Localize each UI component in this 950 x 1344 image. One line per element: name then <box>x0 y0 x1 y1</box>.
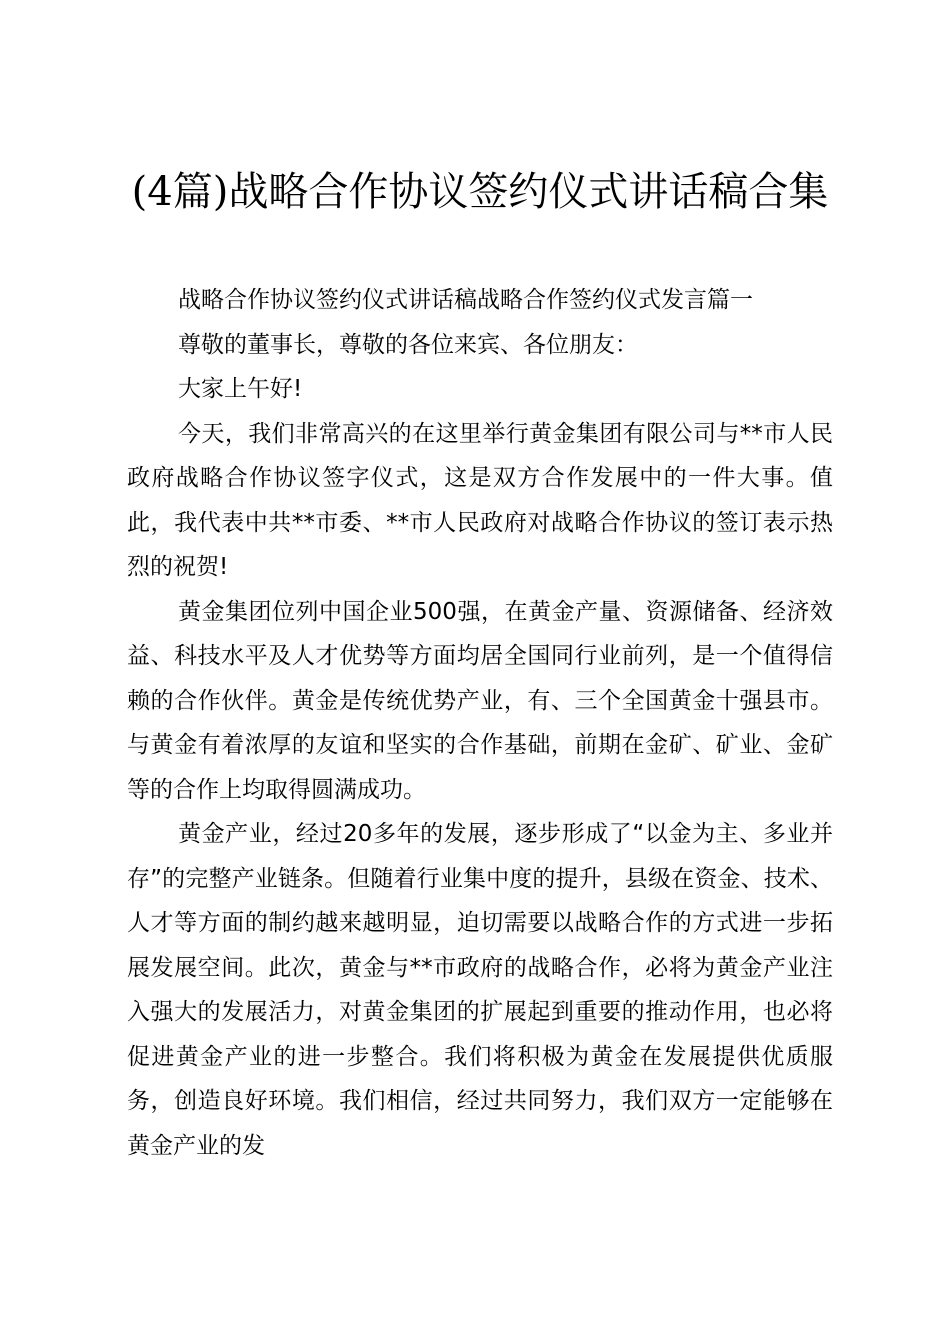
paragraph-heading-line: 战略合作协议签约仪式讲话稿战略合作签约仪式发言篇一 <box>178 287 753 313</box>
paragraph-congratulation: 今天，我们非常高兴的在这里举行黄金集团有限公司与**市人民政府战略合作协议签字仪式，这是双方合作发展中的一件大事。值此，我代表中共**市委、**市人民政府对战略合作协议的签订表示热烈的祝贺! <box>127 420 833 580</box>
document-body <box>127 278 833 1168</box>
document-title: (4篇)战略合作协议签约仪式讲话稿合集 <box>131 169 829 215</box>
paragraph-group-introduction: 黄金集团位列中国企业500强，在黄金产量、资源储备、经济效益、科技水平及人才优势等方面均居全国同行业前列，是一个值得信赖的合作伙伴。黄金是传统优势产业，有、三个全国黄金十强县市。与黄金有着浓厚的友谊和坚实的合作基础，前期在金矿、矿业、金矿等的合作上均取得圆满成功。 <box>127 598 833 803</box>
paragraph-salutation: 尊敬的董事长，尊敬的各位来宾、各位朋友： <box>178 331 638 358</box>
paragraph-industry-development: 黄金产业，经过20多年的发展，逐步形成了“以金为主、多业并存”的完整产业链条。但随着行业集中度的提升，县级在资金、技术、人才等方面的制约越来越明显，迫切需要以战略合作的方式进一步拓展发展空间。此次，黄金与**市政府的战略合作，必将为黄金产业注入强大的发展活力，对黄金集团的扩展起到重要的推动作用，也必将促进黄金产业的进一步整合。我们将积极为黄金在发展提供优质服务，创造良好环境。我们相信，经过共同努力，我们双方一定能够在黄金产业的发 <box>127 821 833 1159</box>
paragraph-greeting: 大家上午好! <box>178 376 303 402</box>
